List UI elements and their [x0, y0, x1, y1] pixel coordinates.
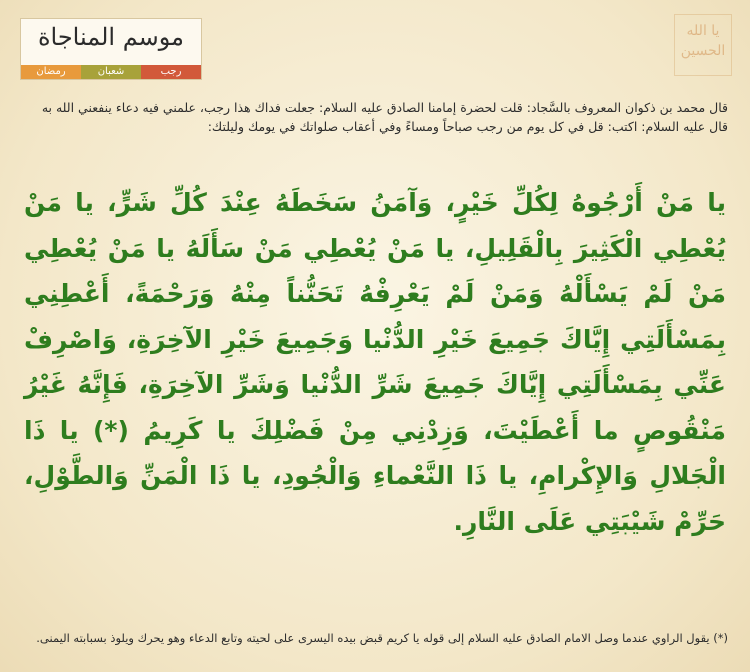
prayer-text: يا مَنْ أَرْجُوهُ لِكُلِّ خَيْرٍ، وَآمَنُ سَخَطَهُ عِنْدَ كُلِّ شَرٍّ، يا مَنْ يُعْطِي الْكَثِيرَ بِالْقَلِيلِ، يا مَنْ يُعْطِي مَنْ سَأَلَهُ يا مَنْ يُعْطِي مَنْ لَمْ يَسْأَلْهُ وَمَنْ لَمْ يَعْرِفْهُ تَحَنُّناً مِنْهُ وَرَحْمَةً، أَعْطِنِي بِمَسْأَلَتِي إِيَّاكَ جَمِيعَ خَيْرِ الدُّنْيا وَجَمِيعَ خَيْرِ الآخِرَةِ، وَاصْرِفْ عَنِّي بِمَسْأَلَتِي إِيَّاكَ جَمِيعَ شَرِّ الدُّنْيا وَشَرِّ الآخِرَةِ، فَإِنَّهُ غَيْرُ مَنْقُوصٍ ما أَعْطَيْتَ، وَزِدْنِي مِنْ فَضْلِكَ يا كَرِيمُ (*) يا ذَا الْجَلالِ وَالإِكْرامِ، يا ذَا النَّعْماءِ وَالْجُودِ، يا ذَا الْمَنِّ وَالطَّوْلِ، حَرِّمْ شَيْبَتِي عَلَى النَّارِ.	[24, 188, 726, 536]
footnote: (*) يقول الراوي عندما وصل الامام الصادق عليه السلام إلى قوله يا كريم قبض بيده اليسرى على لحيته وتابع الدعاء وهو يحرك ويلوذ بسبابته اليمنى.	[36, 631, 728, 645]
calligraphy-emblem-icon	[674, 14, 732, 76]
site-logo	[20, 18, 202, 80]
logo-tab-rajab: رجب	[141, 65, 201, 79]
logo-tab-shaban: شعبان	[81, 65, 141, 79]
logo-tab-ramadan: رمضان	[21, 65, 81, 79]
emblem-text: يا الله الحسين	[680, 23, 726, 59]
logo-month-tabs	[21, 65, 201, 79]
logo-title: موسم المناجاة	[37, 23, 185, 51]
intro-narration: قال محمد بن ذكوان المعروف بالسَّجاد: قلت لحضرة إمامنا الصادق عليه السلام: جعلت فداك هذا رجب، علمني فيه دعاء ينفعني الله به قال عليه السلام: اكتب: قل في كل يوم من رجب صباحاً ومساءً وفي أعقاب صلواتك في يومك وليلتك:	[41, 100, 728, 134]
